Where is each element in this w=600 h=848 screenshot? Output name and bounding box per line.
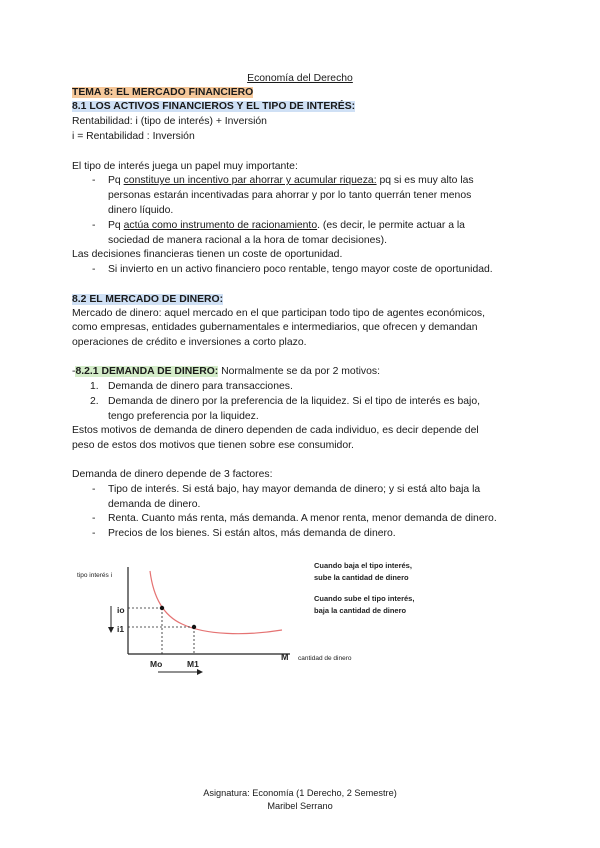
right-arrow-head bbox=[197, 669, 203, 675]
bullet-rationing-line2: sociedad de manera racional a la hora de tomar decisiones). bbox=[108, 235, 387, 246]
rentabilidad-line: Rentabilidad: i (tipo de interés) + Inversión bbox=[72, 116, 267, 127]
down-arrow-head bbox=[108, 627, 114, 633]
note-lower-rate-1: Cuando baja el tipo interés, bbox=[314, 561, 412, 570]
bullet-rationing-underlined: actúa como instrumento de racionamiento bbox=[123, 220, 318, 231]
note-higher-rate-1: Cuando sube el tipo interés, bbox=[314, 594, 415, 603]
section-8-2-1-prefix: - bbox=[72, 366, 76, 377]
m1-label: M1 bbox=[187, 659, 199, 669]
bullet-dash: - bbox=[92, 528, 96, 539]
footer-author: Maribel Serrano bbox=[267, 801, 333, 811]
list-number: 2. bbox=[90, 396, 99, 407]
bullet-incentive-pre: Pq bbox=[108, 175, 124, 186]
bullet-incentive-line3: dinero líquido. bbox=[108, 205, 174, 216]
section-8-2-1-tail: Normalmente se da por 2 motivos: bbox=[218, 366, 380, 377]
bullet-incentive-post: pq si es muy alto las bbox=[376, 175, 474, 186]
interest-intro: El tipo de interés juega un papel muy importante: bbox=[72, 161, 298, 172]
point-initial bbox=[160, 606, 164, 610]
bullet-opportunity: Si invierto en un activo financiero poco rentable, tengo mayor coste de oportunidad. bbox=[108, 264, 493, 275]
note-higher-rate-2: baja la cantidad de dinero bbox=[314, 606, 407, 615]
motives-paragraph-2: peso de estos dos motivos que tienen sobre ese consumidor. bbox=[72, 440, 354, 451]
footer-course: Asignatura: Economía (1 Derecho, 2 Semestre) bbox=[203, 788, 397, 798]
x-axis-label: cantidad de dinero bbox=[298, 655, 352, 662]
bullet-incentive-underlined: constituye un incentivo par ahorrar y acumular riqueza: bbox=[123, 175, 377, 186]
section-8-2-1-text: 8.2.1 DEMANDA DE DINERO: bbox=[75, 366, 219, 377]
document-header: Economía del Derecho bbox=[247, 73, 353, 84]
section-8-2-1-heading bbox=[72, 365, 380, 379]
x-axis-symbol: M bbox=[281, 652, 289, 662]
bullet-dash: - bbox=[92, 220, 96, 231]
section-8-2-text: 8.2 EL MERCADO DE DINERO: bbox=[72, 294, 224, 305]
money-market-def-1: Mercado de dinero: aquel mercado en el que participan todo tipo de agentes económicos, bbox=[72, 308, 486, 319]
bullet-dash: - bbox=[92, 484, 96, 495]
section-8-1-text: 8.1 LOS ACTIVOS FINANCIEROS Y EL TIPO DE INTERÉS: bbox=[72, 101, 356, 112]
bullet-rationing-pre: Pq bbox=[108, 220, 124, 231]
topic-title bbox=[72, 86, 253, 100]
motive-2-line2: tengo preferencia por la liquidez. bbox=[108, 411, 259, 422]
mo-label: Mo bbox=[150, 659, 163, 669]
bullet-dash: - bbox=[92, 175, 96, 186]
motives-paragraph-1: Estos motivos de demanda de dinero dependen de cada individuo, es decir depende del bbox=[72, 425, 479, 436]
bullet-incentive bbox=[108, 174, 474, 188]
demand-curve bbox=[150, 571, 282, 634]
bullet-rationing-post: . (es decir, le permite actuar a la bbox=[317, 220, 465, 231]
factor-interest-line1: Tipo de interés. Si está bajo, hay mayor demanda de dinero; y si está alto baja la bbox=[108, 484, 481, 495]
bullet-dash: - bbox=[92, 264, 96, 275]
factor-interest-line2: demanda de dinero. bbox=[108, 499, 201, 510]
bullet-incentive-line2: personas estarán incentivadas para ahorrar y por lo tanto querrán tener menos bbox=[108, 190, 472, 201]
motive-1: Demanda de dinero para transacciones. bbox=[108, 381, 293, 392]
section-8-2-heading bbox=[72, 293, 223, 307]
list-number: 1. bbox=[90, 381, 99, 392]
money-demand-figure bbox=[60, 555, 480, 685]
note-lower-rate-2: sube la cantidad de dinero bbox=[314, 573, 409, 582]
bullet-dash: - bbox=[92, 513, 96, 524]
money-market-def-2: como empresas, entidades gubernamentales e intermediarios, que ofrecen y demandan bbox=[72, 322, 478, 333]
money-market-def-3: operaciones de crédito e inversiones a corto plazo. bbox=[72, 337, 307, 348]
point-final bbox=[192, 625, 196, 629]
factors-intro: Demanda de dinero depende de 3 factores: bbox=[72, 469, 273, 480]
y-axis-label: tipo interés i bbox=[77, 572, 113, 579]
topic-title-text: TEMA 8: EL MERCADO FINANCIERO bbox=[72, 87, 254, 98]
motive-2-line1: Demanda de dinero por la preferencia de la liquidez. Si el tipo de interés es bajo, bbox=[108, 396, 480, 407]
factor-income: Renta. Cuanto más renta, más demanda. A menor renta, menor demanda de dinero. bbox=[108, 513, 497, 524]
opportunity-cost: Las decisiones financieras tienen un coste de oportunidad. bbox=[72, 249, 343, 260]
formula-line: i = Rentabilidad : Inversión bbox=[72, 131, 195, 142]
factor-prices: Precios de los bienes. Si están altos, más demanda de dinero. bbox=[108, 528, 396, 539]
bullet-rationing bbox=[108, 219, 465, 233]
section-8-1-heading bbox=[72, 100, 355, 114]
i1-label: i1 bbox=[117, 624, 125, 634]
io-label: io bbox=[117, 605, 125, 615]
